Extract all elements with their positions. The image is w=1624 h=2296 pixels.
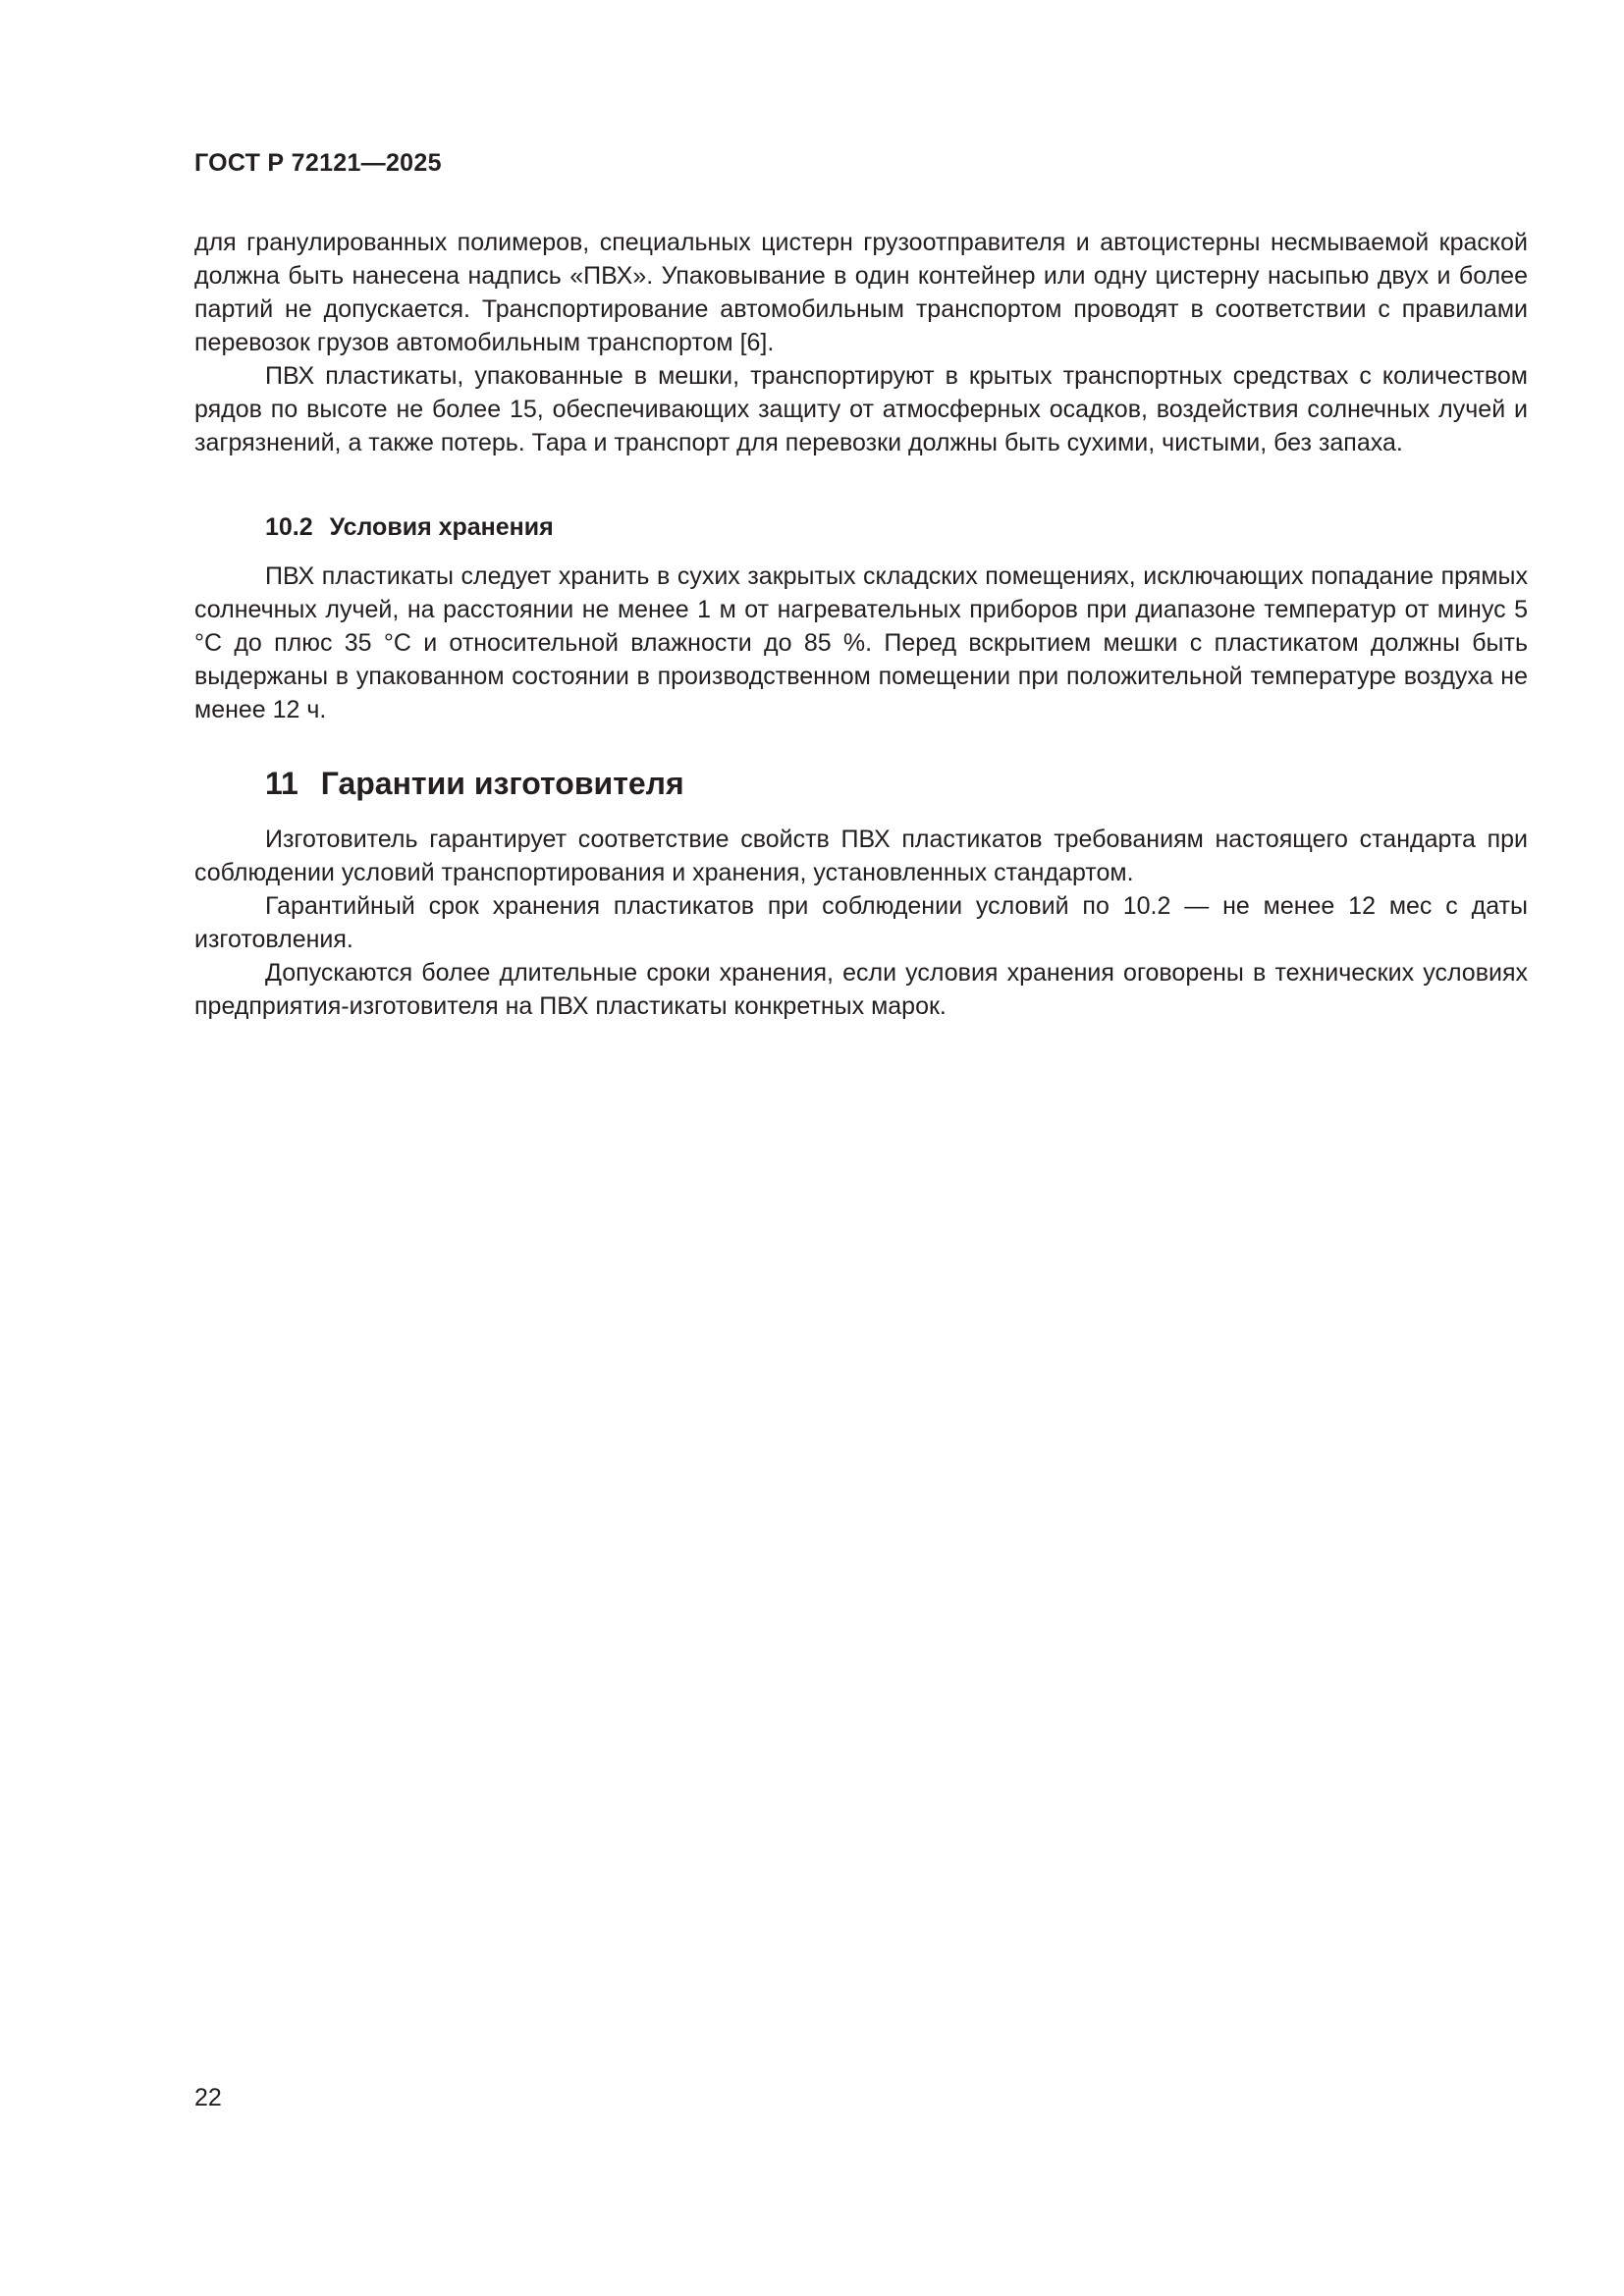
paragraph-longer-storage: Допускаются более длительные сроки хранения, если условия хранения оговорены в технических условиях предприятия-изготовителя на ПВХ пластикаты конкретных марок. [194, 959, 1528, 1020]
paragraph-packaging-transport: ПВХ пластикаты, упакованные в мешки, транспортируют в крытых транспортных средствах с количеством рядов по высоте не более 15, обеспечивающих защиту от атмосферных осадков, воздействия солнечных лучей и загрязнений, а также потерь. Тара и транспорт для перевозки должны быть сухими, чистыми, без запаха. [194, 362, 1528, 456]
subsection-title: Условия хранения [329, 513, 554, 541]
transport-text-block [194, 226, 1528, 459]
storage-text-block [194, 560, 1528, 726]
paragraph-warranty-period: Гарантийный срок хранения пластикатов при соблюдении условий по 10.2 — не менее 12 мес с даты изготовления. [194, 892, 1528, 953]
page-number: 22 [194, 2084, 222, 2111]
paragraph-continuation: для гранулированных полимеров, специальных цистерн грузоотправителя и автоцистерны несмываемой краской должна быть нанесена надпись «ПВХ». Упаковывание в один контейнер или одну цистерну насыпью двух и более партий не допускается. Транспортирование автомобильным транспортом проводят в соответствии с правилами перевозок грузов автомобильным транспортом [6]. [194, 229, 1528, 356]
document-code-header: ГОСТ Р 72121—2025 [194, 149, 442, 177]
section-title: Гарантии изготовителя [320, 766, 684, 801]
section-heading-warranty [265, 766, 684, 802]
warranty-text-block [194, 823, 1528, 1023]
section-number: 11 [265, 766, 298, 801]
paragraph-warranty-compliance: Изготовитель гарантирует соответствие свойств ПВХ пластикатов требованиям настоящего стандарта при соблюдении условий транспортирования и хранения, установленных стандартом. [194, 826, 1528, 886]
subsection-heading-storage [265, 513, 554, 542]
subsection-number: 10.2 [265, 513, 313, 541]
paragraph-storage-conditions: ПВХ пластикаты следует хранить в сухих закрытых складских помещениях, исключающих попадание прямых солнечных лучей, на расстоянии не менее 1 м от нагревательных приборов при диапазоне температур от минус 5 °С до плюс 35 °С и относительной влажности до 85 %. Перед вскрытием мешки с пластикатом должны быть выдержаны в упакованном состоянии в производственном помещении при положительной температуре воздуха не менее 12 ч. [194, 562, 1528, 723]
